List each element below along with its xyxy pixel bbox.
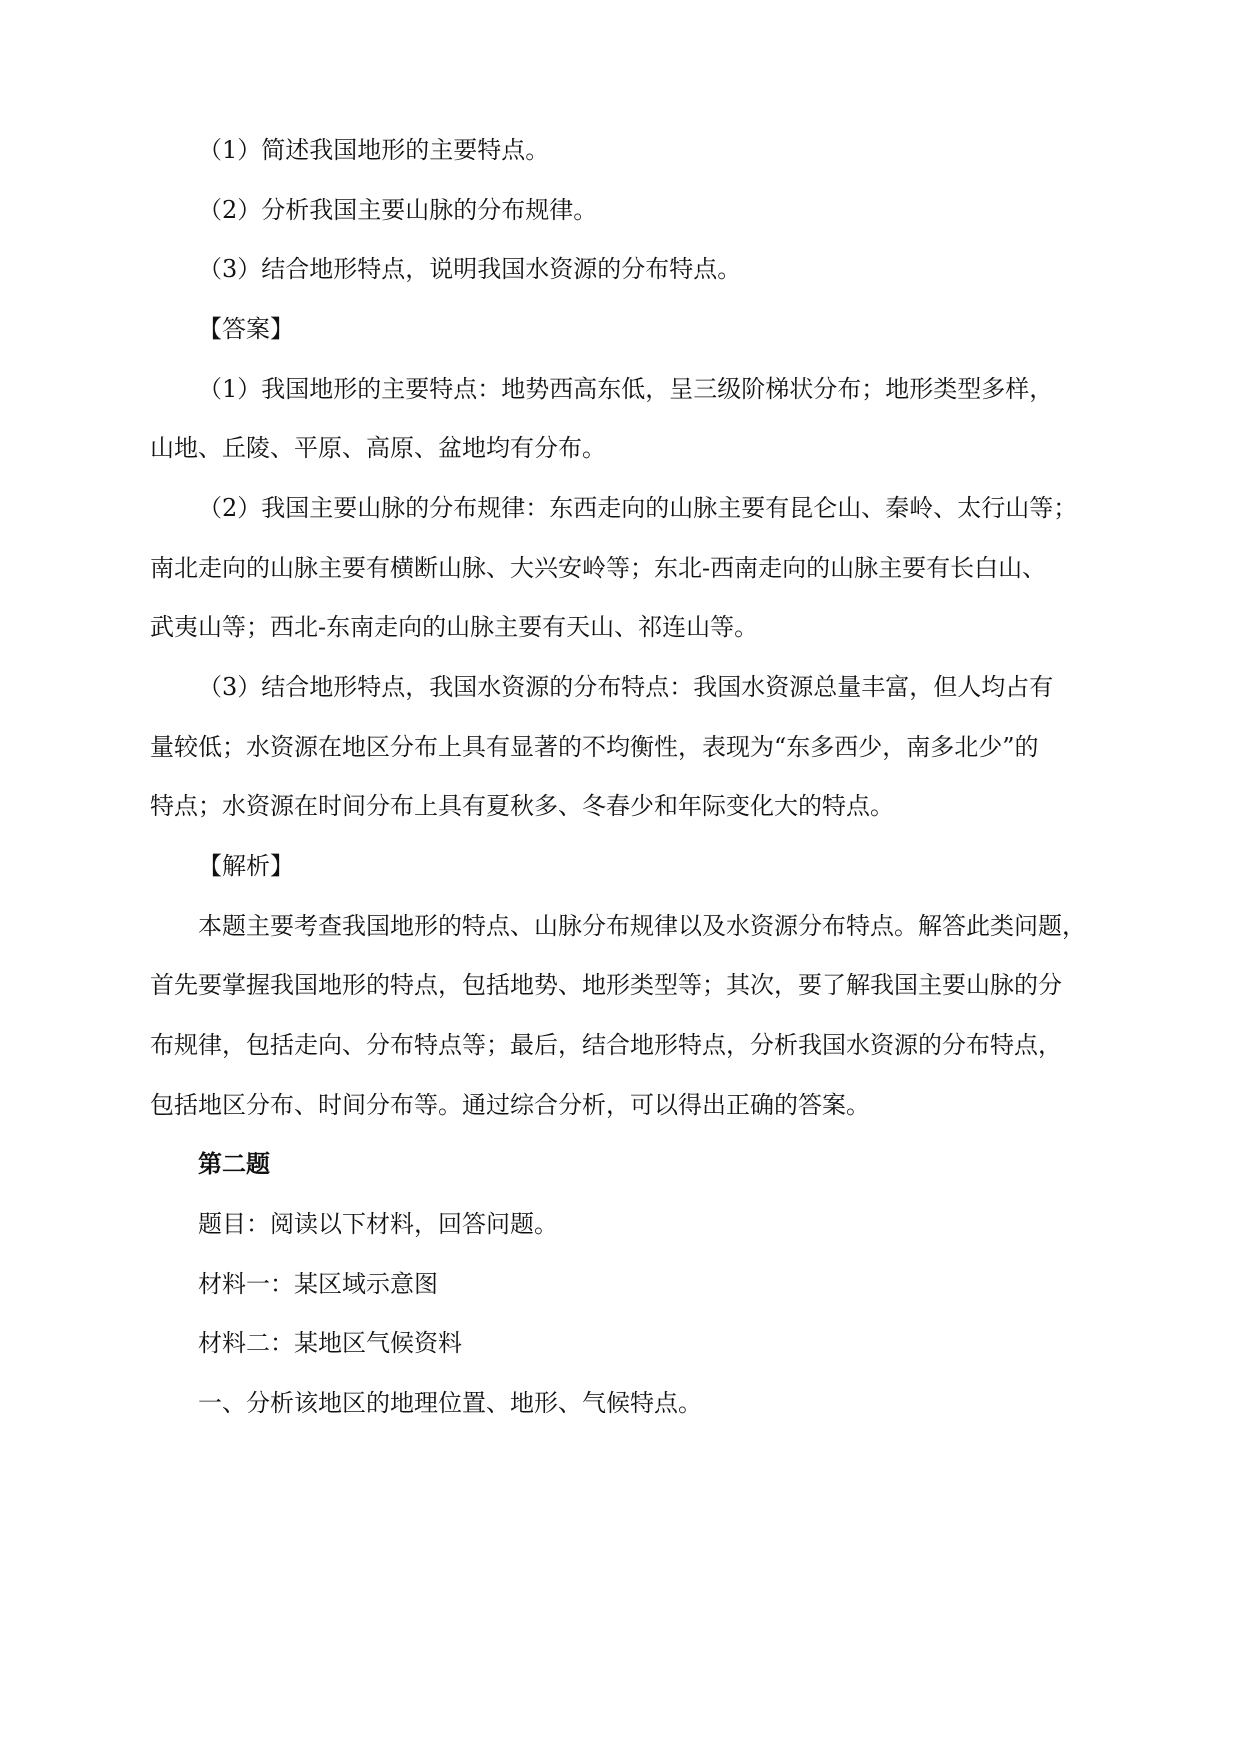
question-1: （1）简述我国地形的主要特点。: [198, 136, 550, 164]
analysis-line: 包括地区分布、时间分布等。通过综合分析，可以得出正确的答案。: [150, 1091, 870, 1119]
material-1: 材料一：某区域示意图: [198, 1270, 438, 1298]
question2-prompt: 题目：阅读以下材料，回答问题。: [198, 1210, 558, 1238]
answer-heading: 【答案】: [198, 315, 294, 343]
answer-line: 南北走向的山脉主要有横断山脉、大兴安岭等；东北-西南走向的山脉主要有长白山、: [150, 554, 1047, 582]
analysis-line: 本题主要考查我国地形的特点、山脉分布规律以及水资源分布特点。解答此类问题，: [198, 912, 1086, 940]
answer-line: 特点；水资源在时间分布上具有夏秋多、冬春少和年际变化大的特点。: [150, 792, 894, 820]
answer-line: 量较低；水资源在地区分布上具有显著的不均衡性，表现为“东多西少，南多北少”的: [150, 733, 1039, 761]
answer-line: 武夷山等；西北-东南走向的山脉主要有天山、祁连山等。: [150, 613, 759, 641]
analysis-heading: 【解析】: [198, 852, 294, 880]
answer-line: 山地、丘陵、平原、高原、盆地均有分布。: [150, 434, 606, 462]
answer-line: （3）结合地形特点，我国水资源的分布特点：我国水资源总量丰富，但人均占有: [198, 673, 1054, 701]
answer-line: （2）我国主要山脉的分布规律：东西走向的山脉主要有昆仑山、秦岭、太行山等；: [198, 494, 1078, 522]
analysis-line: 布规律，包括走向、分布特点等；最后，结合地形特点，分析我国水资源的分布特点，: [150, 1031, 1062, 1059]
question-3: （3）结合地形特点，说明我国水资源的分布特点。: [198, 255, 742, 283]
material-2: 材料二：某地区气候资料: [198, 1329, 462, 1357]
sub-question-1: 一、分析该地区的地理位置、地形、气候特点。: [198, 1389, 702, 1417]
section-title: 第二题: [198, 1149, 270, 1178]
answer-line: （1）我国地形的主要特点：地势西高东低，呈三级阶梯状分布；地形类型多样，: [198, 375, 1054, 403]
question-2: （2）分析我国主要山脉的分布规律。: [198, 196, 598, 224]
analysis-line: 首先要掌握我国地形的特点，包括地势、地形类型等；其次，要了解我国主要山脉的分: [150, 971, 1062, 999]
